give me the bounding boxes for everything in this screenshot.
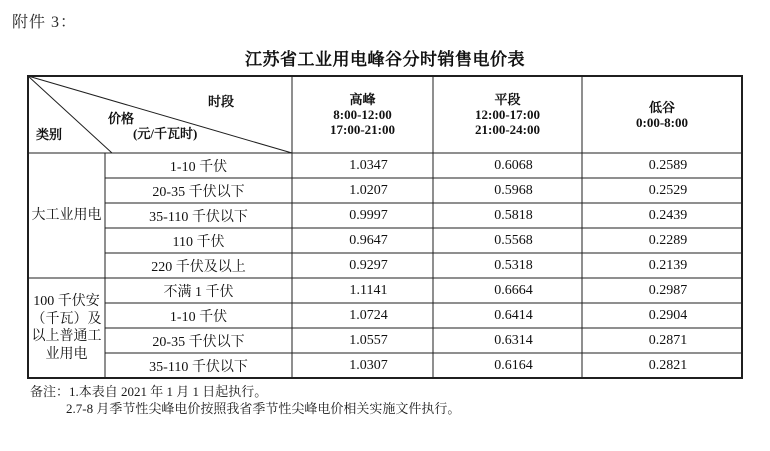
voltage-cell: 35-110 千伏以下 (149, 359, 248, 375)
valley-price-cell: 0.2821 (648, 357, 688, 373)
voltage-cell: 20-35 千伏以下 (152, 184, 245, 200)
voltage-cell: 35-110 千伏以下 (149, 209, 248, 225)
note-line: 2.7-8 月季节性尖峰电价按照我省季节性尖峰电价相关实施文件执行。 (66, 401, 461, 416)
flat-price-cell: 0.6414 (494, 307, 533, 323)
flat-price-cell: 0.5318 (494, 257, 533, 273)
header-price-label: 价格 (108, 111, 135, 126)
table-row (105, 228, 742, 253)
column-header-valley (582, 76, 742, 153)
column-header-flat (433, 76, 582, 153)
column-header-time: 21:00-24:00 (475, 122, 540, 137)
header-category-label: 类别 (36, 127, 63, 142)
category-label-line: 100 千伏安 (33, 294, 100, 309)
flat-price-cell: 0.5818 (494, 207, 533, 223)
column-header-time: 12:00-17:00 (475, 107, 540, 122)
category-label-line: （千瓦）及 (31, 311, 102, 327)
flat-price-cell: 0.6664 (494, 282, 533, 298)
flat-price-cell: 0.6314 (494, 332, 533, 348)
flat-price-cell: 0.5968 (494, 182, 533, 198)
table-body (105, 153, 742, 378)
document-title: 江苏省工业用电峰谷分时销售电价表 (245, 50, 525, 69)
header-period-label: 时段 (208, 94, 235, 109)
peak-price-cell: 1.0724 (349, 307, 388, 323)
category-cell-large-industry (28, 153, 105, 278)
flat-price-cell: 0.5568 (494, 232, 533, 248)
voltage-cell: 不满 1 千伏 (163, 284, 234, 300)
column-header-name: 高峰 (349, 92, 376, 107)
peak-price-cell: 1.0557 (349, 332, 388, 348)
peak-price-cell: 1.0207 (349, 182, 388, 198)
valley-price-cell: 0.2589 (648, 157, 688, 173)
valley-price-cell: 0.2529 (648, 182, 688, 198)
valley-price-cell: 0.2289 (648, 232, 688, 248)
table-row (105, 178, 742, 203)
flat-price-cell: 0.6164 (494, 357, 533, 373)
column-header-name: 低谷 (648, 99, 675, 115)
valley-price-cell: 0.2987 (648, 282, 688, 298)
valley-price-cell: 0.2439 (648, 207, 688, 223)
voltage-cell: 220 千伏及以上 (151, 259, 246, 275)
column-header-time: 0:00-8:00 (636, 114, 688, 130)
peak-price-cell: 0.9647 (349, 232, 388, 248)
table-row (105, 328, 742, 353)
table-row (105, 353, 742, 378)
peak-price-cell: 0.9997 (349, 207, 388, 223)
table-row (105, 253, 742, 278)
table-row (105, 303, 742, 328)
table-row (105, 203, 742, 228)
valley-price-cell: 0.2904 (648, 307, 688, 323)
valley-price-cell: 0.2871 (648, 332, 688, 348)
header-unit-label: (元/千瓦时) (133, 126, 198, 141)
category-label-line: 业用电 (45, 346, 88, 362)
voltage-cell: 1-10 千伏 (169, 159, 228, 175)
column-header-time: 8:00-12:00 (333, 107, 392, 122)
category-cell-general-industry (28, 278, 105, 378)
valley-price-cell: 0.2139 (648, 257, 688, 273)
column-header-peak (292, 76, 433, 153)
peak-price-cell: 1.0347 (349, 157, 388, 173)
peak-price-cell: 1.0307 (349, 357, 388, 373)
voltage-cell: 20-35 千伏以下 (152, 334, 245, 350)
table-row (105, 278, 742, 303)
flat-price-cell: 0.6068 (494, 157, 533, 173)
peak-price-cell: 0.9297 (349, 257, 388, 273)
category-label: 大工业用电 (31, 207, 102, 223)
category-label-line: 以上普通工 (31, 329, 102, 344)
column-header-time: 17:00-21:00 (330, 122, 395, 137)
voltage-cell: 110 千伏 (172, 234, 225, 250)
attachment-label: 附件 3： (12, 14, 78, 31)
peak-price-cell: 1.1141 (349, 282, 388, 298)
table-row (105, 153, 742, 178)
column-header-name: 平段 (494, 92, 521, 107)
voltage-cell: 1-10 千伏 (169, 309, 228, 325)
header-diagonal-line (28, 76, 292, 153)
note-line: 备注：1.本表自 2021 年 1 月 1 日起执行。 (30, 384, 268, 399)
